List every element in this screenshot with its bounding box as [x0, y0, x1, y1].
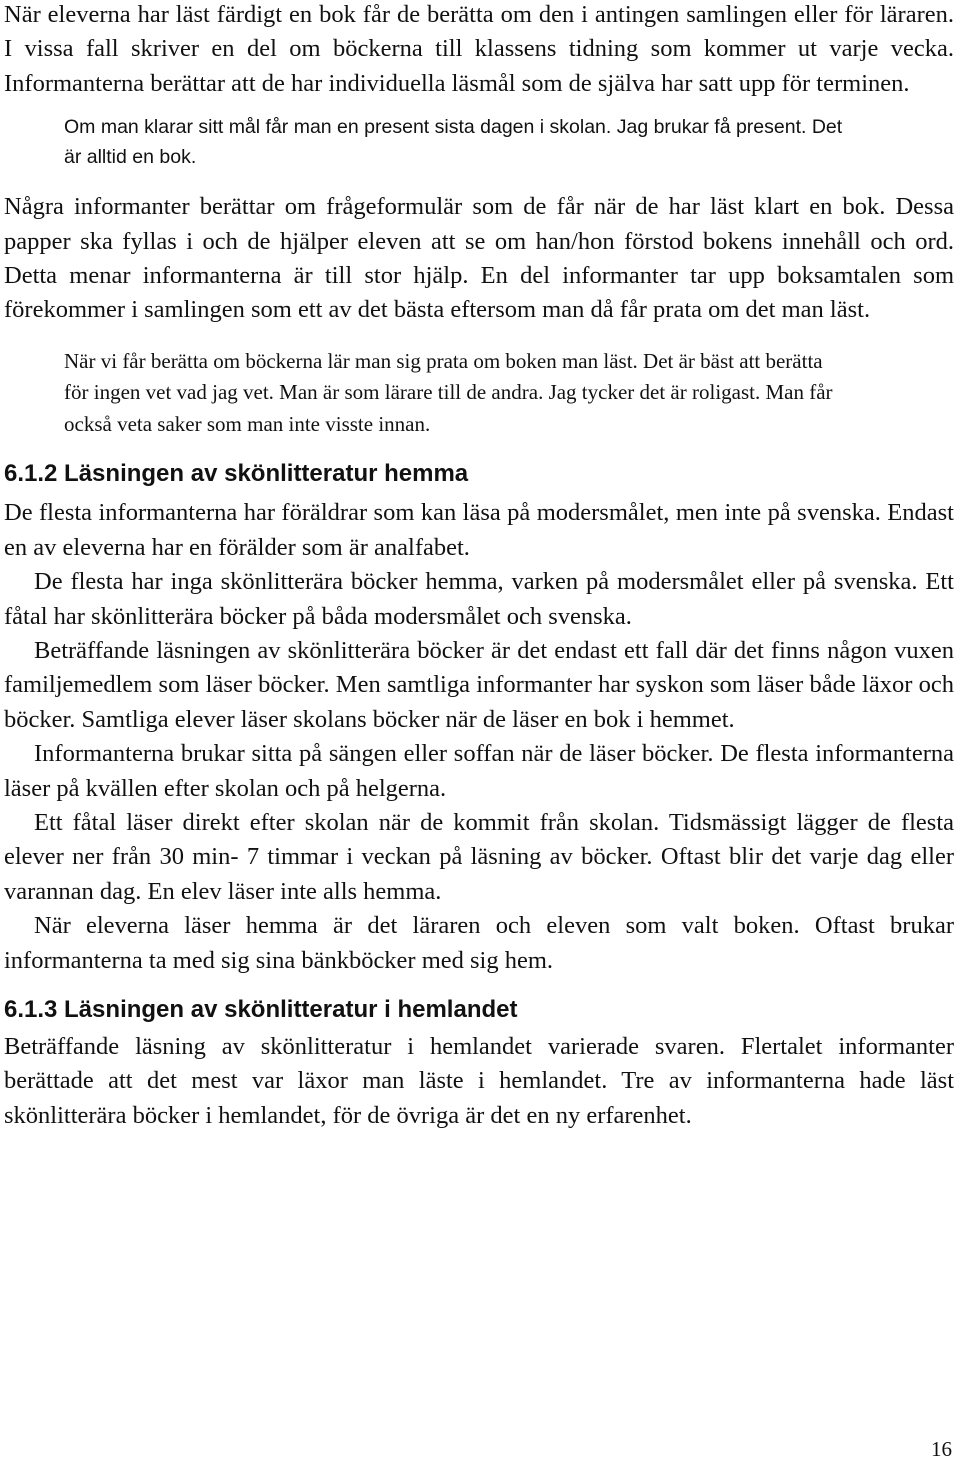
- paragraph-books-at-home: De flesta har inga skönlitterära böcker hemma, varken på modersmålet eller på svenska. Ett fåtal har skönlitterära böcker på båda modersmålet och svenska.: [4, 568, 954, 630]
- paragraph-reading-goals: När eleverna har läst färdigt en bok får de berätta om den i antingen samlingen eller för läraren. I vissa fall skriver en del om böckerna till klassens tidning som kommer ut varje vecka. Informanterna berättar att de har individuella läsmål som de själva har satt upp för terminen.: [4, 1, 954, 97]
- paragraph-family-reading: Beträffande läsningen av skönlitterära böcker är det endast ett fall där det finns någon vuxen familjemedlem som läser böcker. Men samtliga informanter har syskon som läser både läxor och böcker. Samtliga elever läser skolans böcker när de läser en bok i hemmet.: [4, 636, 954, 733]
- paragraph-reading-place: Informanterna brukar sitta på sängen eller soffan när de läser böcker. De flesta informanterna läser på kvällen efter skolan och på helgerna.: [4, 740, 954, 802]
- paragraph-questionnaire: Några informanter berättar om frågeformulär som de får när de har läst klart en bok. Dessa papper ska fyllas i och de hjälper eleven att se om han/hon förstod bokens innehåll och ord. Detta menar informanterna är till stor hjälp. En del informanter tar upp boksamtalen som förekommer i samlingen som ett av det bästa eftersom man då får prata om det man läst.: [4, 193, 954, 324]
- paragraph-reading-time: Ett fåtal läser direkt efter skolan när de kommit från skolan. Tidsmässigt lägger de flesta elever ner från 30 min- 7 timmar i veckan på läsning av böcker. Oftast blir det varje dag eller varannan dag. En elev läser inte alls hemma.: [4, 809, 954, 905]
- paragraph-homeland: Beträffande läsning av skönlitteratur i hemlandet varierade svaren. Flertalet informanter berättade att det mest var läxor man läste i hemlandet. Tre av informanterna hade läst skönlitterära böcker i hemlandet, för de övriga är det en ny erfarenhet.: [4, 1033, 954, 1129]
- paragraph-book-choice: När eleverna läser hemma är det läraren och eleven som valt boken. Oftast brukar informanterna ta med sig sina bänkböcker med sig hem.: [4, 912, 954, 974]
- section-heading-reading-homeland: 6.1.3 Läsningen av skönlitteratur i hemlandet: [4, 996, 518, 1024]
- section-heading-reading-at-home: 6.1.2 Läsningen av skönlitteratur hemma: [4, 460, 469, 488]
- quote-present: Om man klarar sitt mål får man en present sista dagen i skolan. Jag brukar få present. Det är alltid en bok.: [64, 116, 843, 169]
- quote-book-talk: När vi får berätta om böckerna lär man sig prata om boken man läst. Det är bäst att berätta för ingen vet vad jag vet. Man är som lärare till de andra. Jag tycker det är roligast. Man får också veta saker som man inte visste innan.: [64, 348, 833, 436]
- paragraph-parents: De flesta informanterna har föräldrar som kan läsa på modersmålet, men inte på svenska. Endast en av eleverna har en förälder som är analfabet.: [4, 499, 954, 561]
- page-number: 16: [931, 1437, 952, 1461]
